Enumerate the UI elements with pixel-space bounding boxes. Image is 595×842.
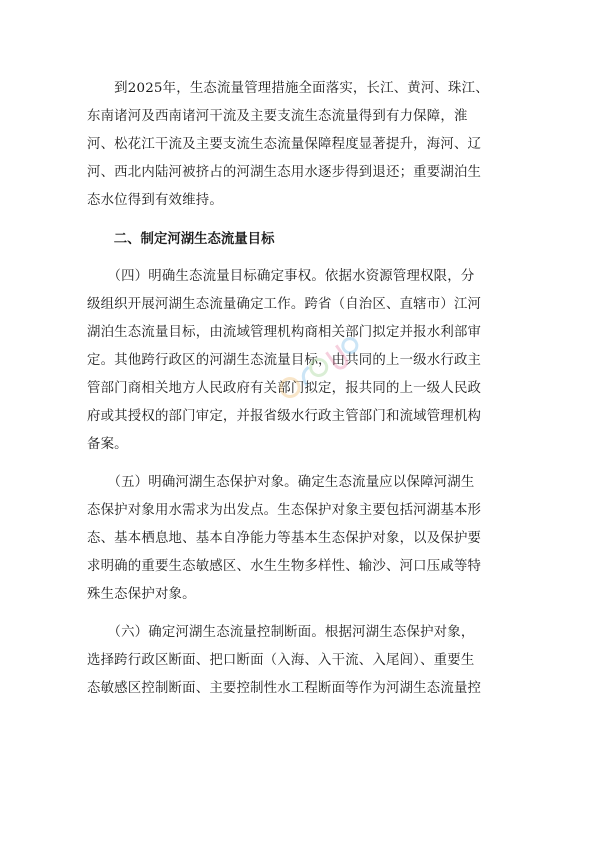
paragraph [87, 619, 512, 703]
paragraph [87, 469, 512, 609]
text-line: 到2025年，生态流量管理措施全面落实，长江、黄河、珠江、 [87, 81, 489, 96]
text-line: 殊生态保护对象。 [87, 587, 196, 602]
watermark-logo-icon [262, 320, 372, 410]
text-line: 府或其授权的部门审定，并报省级水行政主管部门和流域管理机构 [87, 409, 482, 424]
text-line: 河、松花江干流及主要支流生态流量保障程度显著提升，海河、辽 [87, 137, 482, 152]
text-line: 求明确的重要生态敏感区、水生生物多样性、输沙、河口压咸等特 [87, 559, 482, 574]
text-line: 定。其他跨行政区的河湖生态流量目标，由共同的上一级水行政主 [87, 353, 482, 368]
section-heading: 二、制定河湖生态流量目标 [87, 231, 275, 247]
text-line: 态、基本栖息地、基本自净能力等基本生态保护对象，以及保护要 [87, 531, 482, 546]
text-line: 管部门商相关地方人民政府有关部门拟定，报共同的上一级人民政 [87, 381, 482, 396]
text-line: 级组织开展河湖生态流量确定工作。跨省（自治区、直辖市）江河 [87, 297, 482, 312]
text-line: 态敏感区控制断面、主要控制性水工程断面等作为河湖生态流量控 [87, 681, 482, 696]
text-line: 河、西北内陆河被挤占的河湖生态用水逐步得到退还；重要湖泊生 [87, 165, 482, 180]
text-line: 选择跨行政区断面、把口断面（入海、入干流、入尾闾）、重要生 [87, 653, 475, 668]
text-line: （五）明确河湖生态保护对象。确定生态流量应以保障河湖生 [87, 475, 475, 490]
text-line: 态水位得到有效维持。 [87, 193, 223, 208]
text-line: 备案。 [87, 437, 128, 452]
text-line: 湖泊生态流量目标，由流域管理机构商相关部门拟定并报水利部审 [87, 325, 482, 340]
paragraph [87, 75, 512, 215]
text-line: （六）确定河湖生态流量控制断面。根据河湖生态保护对象， [87, 625, 475, 640]
text-line: （四）明确生态流量目标确定事权。依据水资源管理权限，分 [87, 269, 475, 284]
text-line: 东南诸河及西南诸河干流及主要支流生态流量得到有力保障，淮 [87, 109, 468, 124]
text-line: 态保护对象用水需求为出发点。生态保护对象主要包括河湖基本形 [87, 503, 482, 518]
